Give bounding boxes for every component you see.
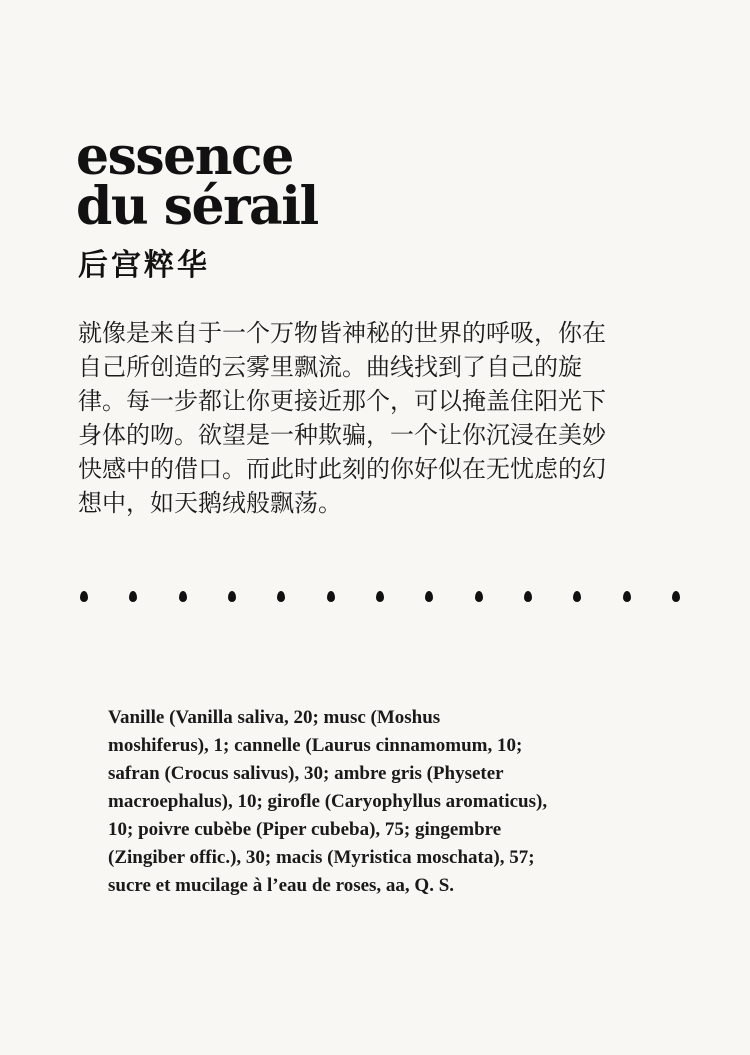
description-line: 身体的吻。欲望是一种欺骗，一个让你沉浸在美妙 [78,421,606,449]
divider-dot [228,591,236,602]
divider-dot [524,591,532,602]
recipe-ingredients [108,704,668,900]
divider-dot [80,591,88,602]
recipe-line: moshiferus), 1; cannelle (Laurus cinnamomum, 10; [108,735,523,756]
recipe-line: safran (Crocus salivus), 30; ambre gris (Physeter [108,763,504,784]
divider-dot [277,591,285,602]
divider-dot [425,591,433,602]
divider-dot [475,591,483,602]
divider-dot [179,591,187,602]
divider-dot [376,591,384,602]
description-line: 快感中的借口。而此时此刻的你好似在无忧虑的幻 [78,455,606,483]
description-line: 律。每一步都让你更接近那个，可以掩盖住阳光下 [78,387,606,415]
dot-divider [80,586,680,606]
recipe-line: Vanille (Vanilla saliva, 20; musc (Moshus [108,707,441,728]
description-line: 想中，如天鹅绒般飘荡。 [78,489,342,517]
divider-dot [327,591,335,602]
page-title [76,126,318,237]
description-line: 就像是来自于一个万物皆神秘的世界的呼吸，你在 [78,319,606,347]
divider-dot [129,591,137,602]
title-line-1: essence [76,126,293,187]
description-paragraph [78,316,678,520]
chinese-subtitle: 后宫粹华 [78,248,210,283]
recipe-line: sucre et mucilage à l’eau de roses, aa, Q. S. [108,875,455,896]
divider-dot [672,591,680,602]
description-line: 自己所创造的云雾里飘流。曲线找到了自己的旋 [78,353,582,381]
divider-dot [573,591,581,602]
recipe-line: (Zingiber offic.), 30; macis (Myristica moschata), 57; [108,847,535,868]
divider-dot [623,591,631,602]
recipe-line: macroephalus), 10; girofle (Caryophyllus aromaticus), [108,791,548,812]
recipe-line: 10; poivre cubèbe (Piper cubeba), 75; gingembre [108,819,502,840]
title-line-2: du sérail [76,176,318,237]
